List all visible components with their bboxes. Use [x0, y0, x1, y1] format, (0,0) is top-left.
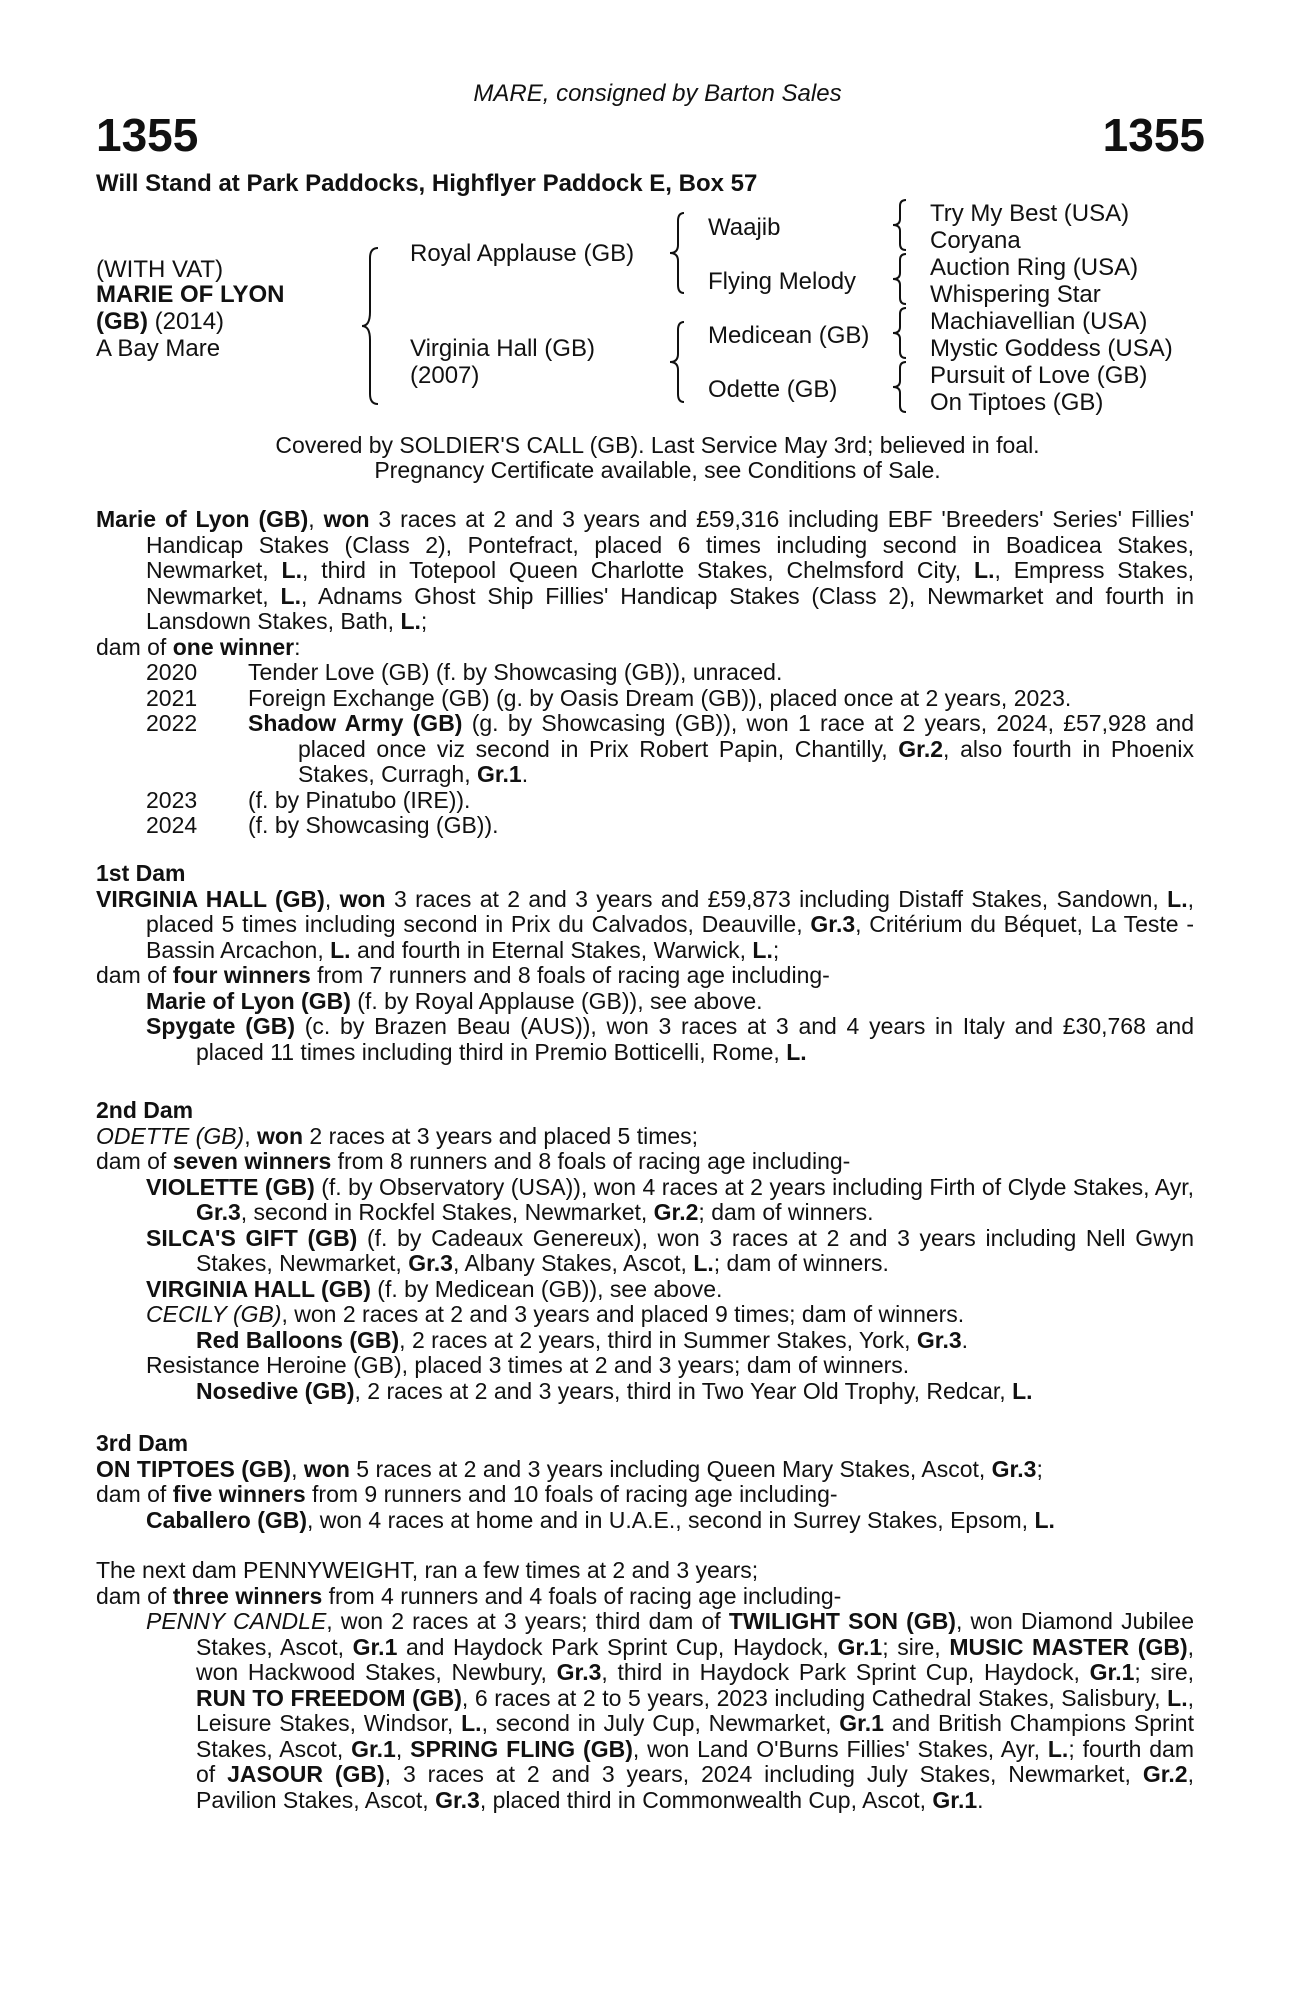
- dam-name: ODETTE (GB): [96, 1122, 245, 1149]
- listed-mark: L.: [280, 582, 301, 609]
- record-text: ;: [772, 936, 780, 963]
- grandfoal-entry: [196, 1379, 1194, 1405]
- foal-text: ; dam of winners.: [698, 1199, 874, 1225]
- winners-count: three winners: [172, 1582, 323, 1609]
- produce-row: [96, 686, 1194, 712]
- foal-text: (f. by Observatory (USA)), won 4 races at 2 years including Firth of Clyde Stakes, Ayr,: [314, 1173, 1194, 1200]
- produce-text-1: (g. by Showcasing (GB)), won 1 race at 2 years, 2024, £57,928 and placed once viz second in Prix Robert Papin, Chantilly,: [298, 710, 1194, 762]
- descendant-name: SPRING FLING (GB): [410, 1735, 633, 1762]
- record-text: , placed 5 times including second in Prix du Calvados, Deauville,: [146, 885, 1194, 937]
- pedigree-brace-sire: [670, 211, 690, 295]
- mare-name: Marie of Lyon (GB): [96, 506, 309, 532]
- foal-entry: [146, 1277, 1194, 1303]
- foal-entry: [146, 1014, 1194, 1065]
- foal-text: , won 2 races at 3 years; third dam of: [326, 1608, 729, 1634]
- won-label: won: [339, 885, 386, 912]
- third-dam-record: ON TIPTOES (GB), won 5 races at 2 and 3 years including Queen Mary Stakes, Ascot, Gr.3;: [96, 1455, 1043, 1482]
- first-dam-section: [96, 861, 1194, 1065]
- pedigree-g3-2: Coryana: [930, 227, 1021, 254]
- second-dam-section: [96, 1098, 1194, 1404]
- produce-year: 2021: [146, 684, 198, 711]
- listed-mark: L.: [281, 557, 302, 583]
- produce-row: [96, 813, 1194, 839]
- produce-row: [96, 660, 1194, 686]
- foal-name: PENNY CANDLE: [146, 1608, 327, 1634]
- foal-text: , won Diamond Jubilee Stakes, Ascot,: [196, 1608, 1194, 1660]
- descendant-name: MUSIC MASTER (GB): [949, 1633, 1188, 1660]
- pregnancy-note: Pregnancy Certificate available, see Conditions of Sale.: [374, 457, 941, 483]
- horse-year: (2014): [147, 308, 225, 335]
- foal-text: , Albany Stakes, Ascot,: [452, 1250, 694, 1276]
- mare-text-5: ;: [420, 608, 428, 634]
- foal-text: ; dam of winners.: [713, 1250, 889, 1276]
- pedigree-dam-sire: Medicean (GB): [708, 322, 870, 349]
- mare-won: won: [323, 506, 370, 532]
- foal-text: , second in Rockfel Stakes, Newmarket,: [240, 1199, 654, 1225]
- foal-name: Nosedive (GB): [196, 1377, 355, 1404]
- foal-text: ; sire,: [882, 1633, 950, 1660]
- group-mark: Gr.3: [435, 1786, 480, 1813]
- listed-mark: L.: [974, 557, 995, 583]
- foal-text: ,: [395, 1735, 411, 1762]
- group-mark: Gr.3: [408, 1250, 453, 1276]
- pedigree-dam-year: (2007): [410, 362, 480, 389]
- foal-text: , 2 races at 2 years, third in Summer Stakes, York,: [399, 1326, 917, 1353]
- lot-number-right: 1355: [1102, 109, 1205, 161]
- mare-text-2: , third in Totepool Queen Charlotte Stakes, Chelmsford City,: [301, 557, 975, 583]
- mare-record: Marie of Lyon (GB), won 3 races at 2 and 3 years and £59,316 including EBF 'Breeders' Series' Fillies' Handicap Stakes (Class 2), Pontefract, placed 6 times including second in Boadicea Stakes, Newmarket, L., third in Totepool Queen Charlotte Stakes, Chelmsford City, L., Empress Stakes, Newmarket, L., Adnams Ghost Ship Fillies' Handicap Stakes (Class 2), Newmarket and fourth in Lansdown Stakes, Bath, L.;: [96, 506, 1194, 634]
- pedigree-brace-main: [362, 246, 386, 406]
- foal-entry: [146, 1353, 1194, 1379]
- vat-note: (WITH VAT): [96, 256, 224, 283]
- produce-text-3: .: [521, 761, 529, 787]
- foal-text: , won 2 races at 2 and 3 years and placed 9 times; dam of winners.: [281, 1301, 965, 1327]
- produce-name: Shadow Army (GB): [248, 710, 463, 736]
- foal-text: ; sire,: [1134, 1659, 1194, 1685]
- foal-text: and Haydock Park Sprint Cup, Haydock,: [397, 1633, 838, 1660]
- foal-text: and British Champions Sprint Stakes, Ascot,: [196, 1710, 1194, 1762]
- second-dam-record: ODETTE (GB), won 2 races at 3 years and placed 5 times;: [96, 1122, 699, 1149]
- winners-count: five winners: [172, 1481, 306, 1507]
- descendant-name: RUN TO FREEDOM (GB): [196, 1684, 462, 1711]
- foal-entry: [146, 1302, 1194, 1328]
- produce-text: (f. by Pinatubo (IRE)).: [248, 786, 471, 813]
- third-dam-section: [96, 1431, 1194, 1533]
- foal-text: , 2 races at 2 and 3 years, third in Two Year Old Trophy, Redcar,: [354, 1377, 1013, 1404]
- first-dam-of: [96, 963, 1194, 989]
- listed-mark: L.: [1167, 1684, 1188, 1711]
- listed-mark: L.: [1012, 1377, 1033, 1404]
- next-dam-section: [96, 1558, 1194, 1813]
- foal-text: , Pavilion Stakes, Ascot,: [196, 1761, 1194, 1813]
- record-text: from 8 runners and 8 foals of racing age including-: [331, 1148, 851, 1174]
- pedigree-sire-dam: Flying Melody: [708, 268, 857, 295]
- pedigree-brace-g1: [892, 198, 908, 252]
- mare-text-4: , Adnams Ghost Ship Fillies' Handicap Stakes (Class 2), Newmarket and fourth in Lansdown Stakes, Bath,: [146, 582, 1194, 634]
- record-text: ;: [1036, 1455, 1043, 1482]
- stand-location: Will Stand at Park Paddocks, Highflyer Paddock E, Box 57: [96, 170, 758, 197]
- listed-mark: L.: [461, 1710, 482, 1736]
- foal-text: , won 4 races at home and in U.A.E., second in Surrey Stakes, Epsom,: [307, 1506, 1035, 1533]
- mare-record-section: [96, 507, 1194, 839]
- produce-text: (f. by Showcasing (GB)).: [248, 812, 499, 838]
- listed-mark: L.: [786, 1038, 807, 1065]
- foal-text: ; fourth dam of: [196, 1735, 1194, 1787]
- group-mark: Gr.3: [991, 1455, 1037, 1482]
- horse-suffix: (GB): [96, 308, 148, 335]
- pedigree-brace-g4: [892, 360, 908, 414]
- pedigree-sire: Royal Applause (GB): [410, 240, 635, 267]
- horse-description: A Bay Mare: [96, 335, 221, 362]
- record-text: , Critérium du Béquet, La Teste - Bassin Arcachon,: [146, 911, 1194, 963]
- group-mark: Gr.1: [1089, 1659, 1135, 1685]
- foal-text: .: [977, 1786, 984, 1813]
- winners-count: four winners: [172, 962, 311, 988]
- foal-name: Spygate (GB): [146, 1013, 296, 1039]
- listed-mark: L.: [752, 936, 773, 963]
- foal-entry: [146, 1609, 1194, 1813]
- foal-text: , 6 races at 2 to 5 years, 2023 including Cathedral Stakes, Salisbury,: [461, 1684, 1168, 1711]
- pedigree-g3-5: Machiavellian (USA): [930, 308, 1148, 335]
- foal-name: CECILY (GB): [146, 1301, 282, 1327]
- produce-text: Foreign Exchange (GB) (g. by Oasis Dream (GB)), placed once at 2 years, 2023.: [248, 684, 1072, 711]
- dam-of-label: dam of: [96, 1148, 173, 1174]
- group-mark: Gr.1: [932, 1786, 978, 1813]
- pedigree-brace-g2: [892, 252, 908, 306]
- foal-entry: [146, 1175, 1194, 1226]
- dam-name: VIRGINIA HALL (GB): [96, 885, 325, 912]
- produce-row: [96, 788, 1194, 814]
- group-mark: Gr.3: [556, 1659, 602, 1685]
- group-mark: Gr.2: [653, 1199, 699, 1225]
- winners-count: seven winners: [172, 1148, 332, 1174]
- foal-entry: [146, 1226, 1194, 1277]
- listed-mark: L.: [330, 936, 351, 963]
- foal-name: VIRGINIA HALL (GB): [146, 1275, 371, 1302]
- mare-dam-of: [96, 635, 1194, 661]
- pedigree-brace-dam: [670, 320, 690, 404]
- pedigree-brace-g3: [892, 306, 908, 360]
- record-text: from 4 runners and 4 foals of racing age including-: [322, 1582, 842, 1609]
- foal-name: VIOLETTE (GB): [146, 1173, 315, 1200]
- pedigree-g3-8: On Tiptoes (GB): [930, 389, 1104, 416]
- group-mark: Gr.1: [837, 1633, 883, 1660]
- listed-mark: L.: [693, 1250, 714, 1276]
- group-mark: Gr.1: [352, 1633, 398, 1660]
- foal-name: Caballero (GB): [146, 1506, 308, 1533]
- horse-origin-year: [96, 308, 224, 336]
- foal-text: .: [961, 1326, 969, 1353]
- group-mark: Gr.1: [351, 1735, 396, 1762]
- produce-text: [248, 711, 1194, 788]
- descendant-name: JASOUR (GB): [227, 1761, 385, 1787]
- produce-row: [96, 711, 1194, 788]
- won-label: won: [257, 1122, 304, 1149]
- produce-year: 2020: [146, 659, 198, 685]
- pedigree-g3-4: Whispering Star: [930, 281, 1101, 308]
- lot-number-left: 1355: [96, 109, 199, 161]
- record-text: from 9 runners and 10 foals of racing age including-: [305, 1481, 838, 1507]
- foal-text: (f. by Royal Applause (GB)), see above.: [350, 987, 763, 1014]
- produce-year: 2022: [146, 710, 198, 736]
- pedigree-g3-7: Pursuit of Love (GB): [930, 362, 1148, 389]
- dam-of-label: dam of: [96, 1481, 173, 1507]
- next-dam-record: The next dam PENNYWEIGHT, ran a few times at 2 and 3 years;: [96, 1557, 759, 1583]
- group-mark: Gr.3: [196, 1199, 241, 1225]
- pedigree-g3-1: Try My Best (USA): [930, 200, 1130, 227]
- group-mark: Gr.1: [476, 761, 522, 787]
- foal-text: (f. by Medicean (GB)), see above.: [370, 1275, 723, 1302]
- first-dam-record: VIRGINIA HALL (GB), won 3 races at 2 and 3 years and £59,873 including Distaff Stakes, Sandown, L., placed 5 times including second in Prix du Calvados, Deauville, Gr.3, Critérium du Béquet, La Teste - Bassin Arcachon, L. and fourth in Eternal Stakes, Warwick, L.;: [96, 885, 1194, 963]
- foal-name: SILCA'S GIFT (GB): [146, 1224, 358, 1251]
- foal-text: Resistance Heroine (GB), placed 3 times at 2 and 3 years; dam of winners.: [146, 1352, 910, 1378]
- descendant-name: TWILIGHT SON (GB): [728, 1608, 956, 1634]
- produce-year: 2024: [146, 812, 198, 838]
- dam-of-label: dam of: [96, 633, 173, 660]
- dam-name: ON TIPTOES (GB): [96, 1455, 292, 1482]
- record-text: 2 races at 3 years and placed 5 times;: [303, 1122, 699, 1149]
- pedigree-g3-6: Mystic Goddess (USA): [930, 335, 1173, 362]
- listed-mark: L.: [1167, 885, 1188, 912]
- record-text: 3 races at 2 and 3 years and £59,873 including Distaff Stakes, Sandown,: [385, 885, 1168, 912]
- produce-year: 2023: [146, 786, 198, 813]
- foal-text: , Leisure Stakes, Windsor,: [196, 1684, 1194, 1736]
- section-title: 2nd Dam: [96, 1097, 194, 1123]
- listed-mark: L.: [400, 608, 421, 634]
- won-label: won: [303, 1455, 350, 1482]
- group-mark: Gr.3: [810, 911, 856, 937]
- next-dam-of: [96, 1584, 1194, 1610]
- group-mark: Gr.3: [916, 1326, 962, 1353]
- section-title: 3rd Dam: [96, 1430, 189, 1456]
- winners-count: one winner: [172, 633, 295, 660]
- dam-of-label: dam of: [96, 962, 173, 988]
- listed-mark: L.: [1034, 1506, 1055, 1533]
- foal-name: Marie of Lyon (GB): [146, 987, 351, 1014]
- third-dam-of: [96, 1482, 1194, 1508]
- section-title: 1st Dam: [96, 860, 186, 886]
- produce-text: Tender Love (GB) (f. by Showcasing (GB)), unraced.: [248, 659, 783, 685]
- grandfoal-entry: [196, 1328, 1194, 1354]
- horse-name: MARIE OF LYON: [96, 281, 285, 308]
- foal-name: Red Balloons (GB): [196, 1326, 400, 1353]
- record-text: and fourth in Eternal Stakes, Warwick,: [350, 936, 753, 963]
- pedigree-sire-sire: Waajib: [708, 214, 781, 241]
- foal-text: , third in Haydock Park Sprint Cup, Haydock,: [601, 1659, 1090, 1685]
- foal-text: , second in July Cup, Newmarket,: [481, 1710, 840, 1736]
- foal-text: , 3 races at 2 and 3 years, 2024 including July Stakes, Newmarket,: [384, 1761, 1143, 1787]
- listed-mark: L.: [1047, 1735, 1069, 1762]
- group-mark: Gr.2: [1142, 1761, 1188, 1787]
- mare-text-1: 3 races at 2 and 3 years and £59,316 including EBF 'Breeders' Series' Fillies' Handicap Stakes (Class 2), Pontefract, placed 6 times including second in Boadicea Stakes, Newmarket,: [146, 506, 1194, 583]
- group-mark: Gr.1: [839, 1710, 884, 1736]
- consignment-line: MARE, consigned by Barton Sales: [473, 80, 842, 107]
- pedigree-g3-3: Auction Ring (USA): [930, 254, 1139, 281]
- foal-text: , won Land O'Burns Fillies' Stakes, Ayr,: [632, 1735, 1048, 1762]
- foal-text: (f. by Cadeaux Genereux), won 3 races at 2 and 3 years including Nell Gwyn Stakes, Newmarket,: [196, 1224, 1194, 1276]
- covered-note: Covered by SOLDIER'S CALL (GB). Last Service May 3rd; believed in foal.: [275, 432, 1040, 458]
- foal-text: , won Hackwood Stakes, Newbury,: [196, 1633, 1194, 1685]
- produce-text-2: , also fourth in Phoenix Stakes, Curragh,: [298, 735, 1194, 787]
- mare-text-3: , Empress Stakes, Newmarket,: [146, 557, 1194, 609]
- pedigree-dam-dam: Odette (GB): [708, 376, 838, 403]
- second-dam-of: [96, 1149, 1194, 1175]
- record-text: 5 races at 2 and 3 years including Queen Mary Stakes, Ascot,: [349, 1455, 992, 1482]
- record-text: from 7 runners and 8 foals of racing age including-: [310, 962, 830, 988]
- foal-text: (c. by Brazen Beau (AUS)), won 3 races at 3 and 4 years in Italy and £30,768 and placed 11 times including third in Premio Botticelli, Rome,: [196, 1013, 1194, 1065]
- colon: :: [294, 633, 301, 660]
- dam-of-label: dam of: [96, 1582, 173, 1609]
- foal-text: , placed third in Commonwealth Cup, Ascot,: [479, 1786, 933, 1813]
- pedigree-dam: Virginia Hall (GB): [410, 335, 595, 362]
- foal-entry: [146, 1508, 1194, 1534]
- group-mark: Gr.2: [898, 735, 944, 762]
- foal-entry: [146, 989, 1194, 1015]
